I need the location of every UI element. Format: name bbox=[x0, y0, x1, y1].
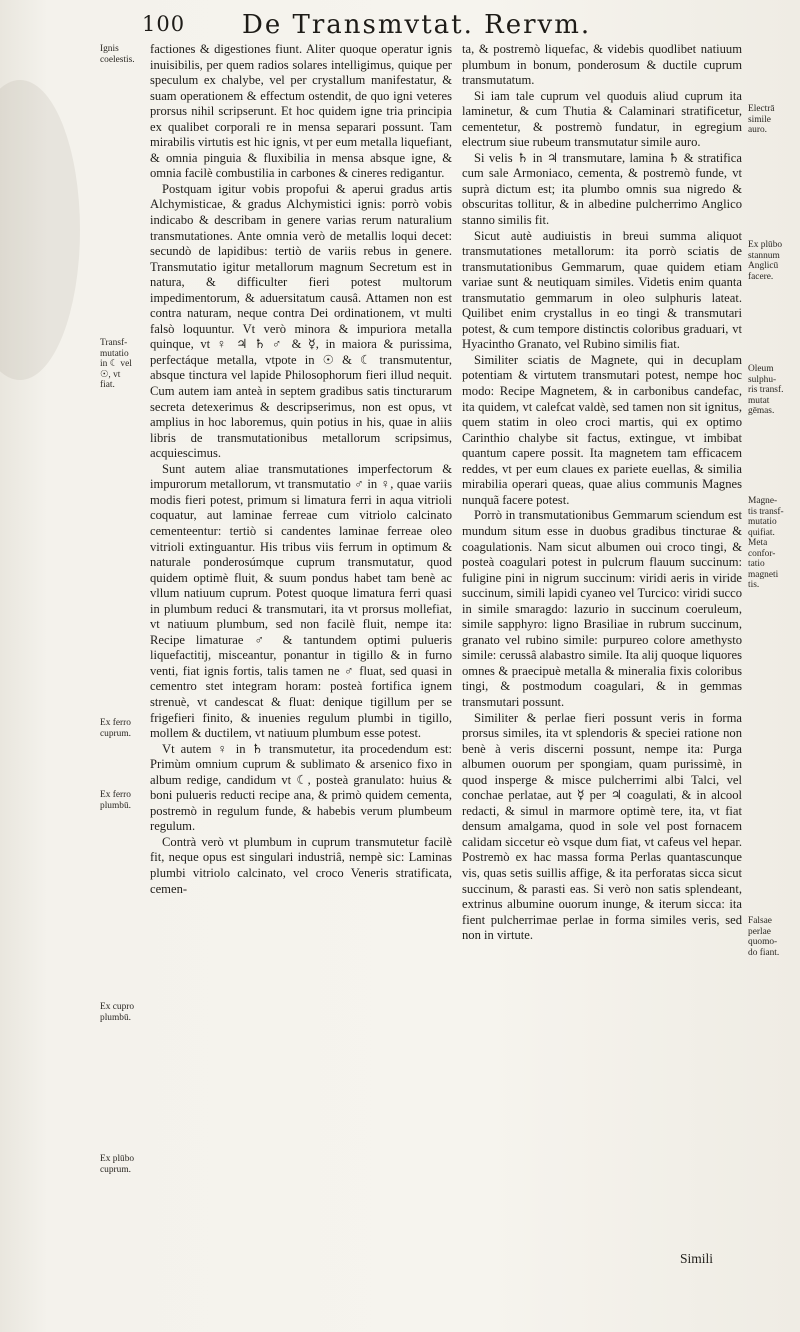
margin-note-line: magneti bbox=[748, 569, 779, 580]
margin-note-line: Oleum bbox=[748, 364, 774, 374]
margin-note-line: cuprum. bbox=[100, 728, 131, 739]
margin-note-line: quifiat. bbox=[748, 527, 775, 538]
margin-note-line: cuprum. bbox=[100, 1164, 131, 1175]
margin-note-line: do fiant. bbox=[748, 947, 780, 958]
margin-note-line: gēmas. bbox=[748, 406, 775, 416]
margin-note-line: facere. bbox=[748, 271, 774, 282]
margin-note-line: mutat bbox=[748, 395, 770, 406]
page-stain bbox=[0, 80, 80, 380]
paragraph: Contrà verò vt plumbum in cuprum transmutetur facilè fit, neque opus est singulari industriâ, nempè sic: Laminas plumbi vitriolo calcinato, vel croco Veneris stratificata, cemen- bbox=[150, 834, 452, 896]
margin-note-line: tis. bbox=[748, 580, 760, 590]
margin-note-line: perlae bbox=[748, 926, 771, 937]
margin-note-line: fiat. bbox=[100, 380, 115, 390]
margin-note-line: auro. bbox=[748, 125, 768, 135]
margin-note-line: mutatio bbox=[748, 517, 777, 527]
paragraph: Similiter & perlae fieri possunt veris in forma prorsus similes, ita vt splendoris & speciei ratione non benè à veris discerni possunt, nempe ita: Purga albumen ouorum per spongiam, quam purissimè, in quod insperge & misce pulcherrimi albi Talci, vel conchae perlatae, aut ☿ per ♃ coagulati, & in alcool redacti, & simul in marmore optimè tere, ita, vt fiat densum amalgama, quod in sole vel post fornacem calidam siccetur eò vsque dum fiat, vt cafeus vel hepar. Postremò ex hac massa forma Perlas quantascunque vis, quas setis suillis affige, & ita perforatas sicca sicut succinum, & parasti eas. Si verò non satis splendeant, extrinus albumine ouorum inunge, & iterum sicca: ita fient pulcherrimae perlae in forma similes veris, sed non in virtute. bbox=[462, 710, 742, 943]
margin-note-left bbox=[100, 1154, 148, 1175]
margin-note-line: coelestis. bbox=[100, 54, 135, 65]
paragraph: Si iam tale cuprum vel quoduis aliud cuprum ita laminetur, & cum Thutia & Calaminari stratificetur, cementetur, & postremò fundatur, in egregium electrum siue rubeum transmutatur simile auro. bbox=[462, 88, 742, 150]
margin-note-line: stannum bbox=[748, 250, 780, 261]
margin-note-line: plumbū. bbox=[100, 1012, 131, 1023]
margin-note-right bbox=[748, 240, 798, 282]
margin-note-line: tis transf- bbox=[748, 506, 784, 517]
margin-note-line: quomo- bbox=[748, 937, 778, 947]
margin-note-line: mutatio bbox=[100, 348, 129, 359]
paragraph: Postquam igitur vobis propofui & aperui gradus artis Alchymisticae, & gradus Alchymistici ignis: porrò vobis indicabo & describam in genere varias rerum naturalium transmutationes. Ante omnia verò de metallis loqui decet: secundò de lapidibus: tertiò de variis rebus in genere. Transmutatio igitur metallorum magnum Secretum est in natura, & difficulter fieri potest multorum impedimentorum, & aduersitatum causâ. Attamen non est contra naturam, neque contra Dei ordinationem, vt multi falsò loquuntur. Vt verò minora & impuriora metalla quinque, vt ♀ ♃ ♄ ♂ & ☿, in maiora & purissima, perfectáque metalla, vtpote in ☉ & ☾ transmutentur, absque tinctura vel lapide Philosophorum fieri illud nequit. Cum autem iam anteà in septem gradibus satis tincturarum secreta detexerimus & descripserimus, non est opus, vt amplius in hoc laboremus, quin potius in his, quae in aliis libris de transmutationibus metallorum scripsimus, acquiescimus. bbox=[150, 181, 452, 461]
margin-note-line: Electrā bbox=[748, 104, 775, 114]
margin-note-right bbox=[748, 364, 798, 417]
margin-note-line: Meta bbox=[748, 538, 768, 548]
running-head bbox=[0, 6, 800, 40]
margin-note-left bbox=[100, 790, 148, 811]
left-text-column bbox=[150, 42, 452, 897]
margin-note-line: confor- bbox=[748, 548, 776, 559]
margin-note-line: simile bbox=[748, 114, 771, 125]
right-text-column bbox=[462, 42, 742, 944]
margin-note-line: plumbū. bbox=[100, 800, 131, 811]
paragraph: ta, & postremò liquefac, & videbis quodlibet natiuum plumbum in bonum, ponderosum & ductile cuprum transmutatum. bbox=[462, 42, 742, 88]
margin-note-left bbox=[100, 718, 148, 739]
margin-note-left bbox=[100, 1002, 148, 1023]
margin-note-left bbox=[100, 44, 148, 65]
paragraph: Similiter sciatis de Magnete, qui in decuplam potentiam & virtutem transmutari potest, nempe hoc modo: Recipe Magnetem, & in carbonibus candefac, ita quidem, vt calefcat valdè, sed tamen non sit ignitus, quem statim in oleo croci martis, qui ex optimo Carinthio chalybe sit factus, extingue, vt imbibat quantum capere possit. Ita magnetem tam efficacem reddes, vt per eum claues ex pariete euellas, & similia mirabilia operari queas, quae alius communis Magnes nunquã facere potest. bbox=[462, 352, 742, 507]
margin-note-right bbox=[748, 916, 798, 958]
paragraph: factiones & digestiones fiunt. Aliter quoque operatur ignis inuisibilis, per quem radios solares intelligimus, quique per speculum ex chalybe, vel per crystallum manifestatur, & suam operationem & effectum ostendit, de quo igni veteres prorsus nihil scripserunt. Et hoc quidem igne tria principia ex qualibet corporali re in mensa separari possunt. Tam mirabilis virtutis est hic ignis, vt per eum metalla liquefiant, & omnia pinguia & fluxibilia in mensa absque igne, & omnia facilè combustilia in carbones & cineres redigantur. bbox=[150, 42, 452, 181]
margin-note-right bbox=[748, 496, 798, 591]
margin-note-line: ris transf. bbox=[748, 385, 784, 395]
margin-note-left bbox=[100, 338, 148, 391]
margin-note-line: Ex plūbo bbox=[100, 1154, 135, 1164]
margin-note-line: Ignis bbox=[100, 44, 119, 54]
margin-note-line: tatio bbox=[748, 559, 765, 569]
margin-note-line: Falsae bbox=[748, 916, 772, 926]
margin-note-line: ☉, vt bbox=[100, 369, 121, 380]
margin-note-right bbox=[748, 104, 798, 136]
running-title: De Transmvtat. Rervm. bbox=[242, 10, 592, 40]
margin-note-line: sulphu- bbox=[748, 374, 777, 385]
margin-note-line: Magne- bbox=[748, 496, 778, 506]
margin-note-line: Ex ferro bbox=[100, 718, 131, 728]
margin-note-line: Ex ferro bbox=[100, 790, 131, 800]
paragraph: Sicut autè audiuistis in breui summa aliquot transmutationes metallorum: ita porrò sciatis de transmutationibus Gemmarum, quae quidem etiam variae sunt & neutiquam similes. Videtis enim quanta transmutatio gemmarum in oleo sulphuris lateat. Quilibet enim crystallus in eo tingi & transmutari potest, & cum tempore distinctis coloribus graduari, vt Hyacintho Granato, vel Rubino similis fiat. bbox=[462, 228, 742, 352]
paragraph: Si velis ♄ in ♃ transmutare, lamina ♄ & stratifica cum sale Armoniaco, cementa, & postremò funde, vt suprà dictum est; ita plumbo omnis sua nigredo & obscuritas tollitur, & in albedine pulcherrimo Anglico stanno similis fit. bbox=[462, 150, 742, 228]
margin-note-line: Anglicū bbox=[748, 261, 779, 271]
catchword: Simili bbox=[680, 1251, 714, 1266]
paragraph: Porrò in transmutationibus Gemmarum sciendum est mundum situm esse in duobus gradibus tincturae & coagulationis. Nam sicut albumen oui croco tingi, & posteà coagulari potest in pulcrum flauum succinum: fuligine pini in nigrum succinum: viridi aeris in viride succinum, simili lapidi cyaneo vel Turcico: viridi succo in simile smaragdo: lazurio in succinum coeruleum, simile sapphyro: ligno Brasiliae in rubrum succinum, granato vel rubino simile: purpureo colore amethysto simile: cerussâ alabastro simile. Ita alij quoque liquores omnes & praecipuè metalla & mineralia fixis coloribus tingi, & postmodum coagulari, & in gemmas transmutari possunt. bbox=[462, 508, 742, 709]
paragraph: Vt autem ♀ in ♄ transmutetur, ita procedendum est: Primùm omnium cuprum & sublimato & arsenico fixo in album redige, candidum vt ☾, posteà granulato: huius & boni pulueris reducti recipe ana, & primò quidem cementa, postremò in regulum funde, & habebis verum plumbeum regulum. bbox=[150, 741, 452, 834]
margin-note-line: Ex cupro bbox=[100, 1002, 135, 1012]
margin-note-line: Ex plūbo bbox=[748, 240, 783, 250]
margin-note-line: in ☾ vel bbox=[100, 359, 132, 369]
page-number: 100 bbox=[142, 12, 186, 36]
margin-note-line: Transf- bbox=[100, 338, 128, 348]
paragraph: Sunt autem aliae transmutationes imperfectorum & impurorum metallorum, vt transmutatio ♂ in ♀, quae variis modis fieri potest, primum si limatura ferri in aqua vitrioli coquatur, aut laminae ferreae cum vitriolo calcinato cementeentur: tertiò si candentes laminae ferreae oleo vitrioli extinguantur. His tribus viis ferrum in optimum & naturale ponderosúmque cuprum transmutatur, quod quidem optimè fluit, & suum pondus habet tam benè ac vllum natiuum cuprum. Potest quoque limatura ferri quasi in plumbum reduci & transmutari, ita vt prorsus mollefiat, vt natiuum plumbum, sed non facilè fluit, nempe ita: Recipe limaturae ♂ & tantundem optimi pulueris liquefactitij, misceantur, ponantur in tigillo & in furno venti, fiat ignis fortis, talis tamen ne ♂ fluat, sed quasi in cementro stet integram horam: posteà fortifica ignem strenuè, vt candescat & fluat: denique tigillum per se frigefieri finito, & inuenies regulum plumbi in tigillo, mollem & ductilem, vt natiuum plumbum esse potest. bbox=[150, 461, 452, 741]
